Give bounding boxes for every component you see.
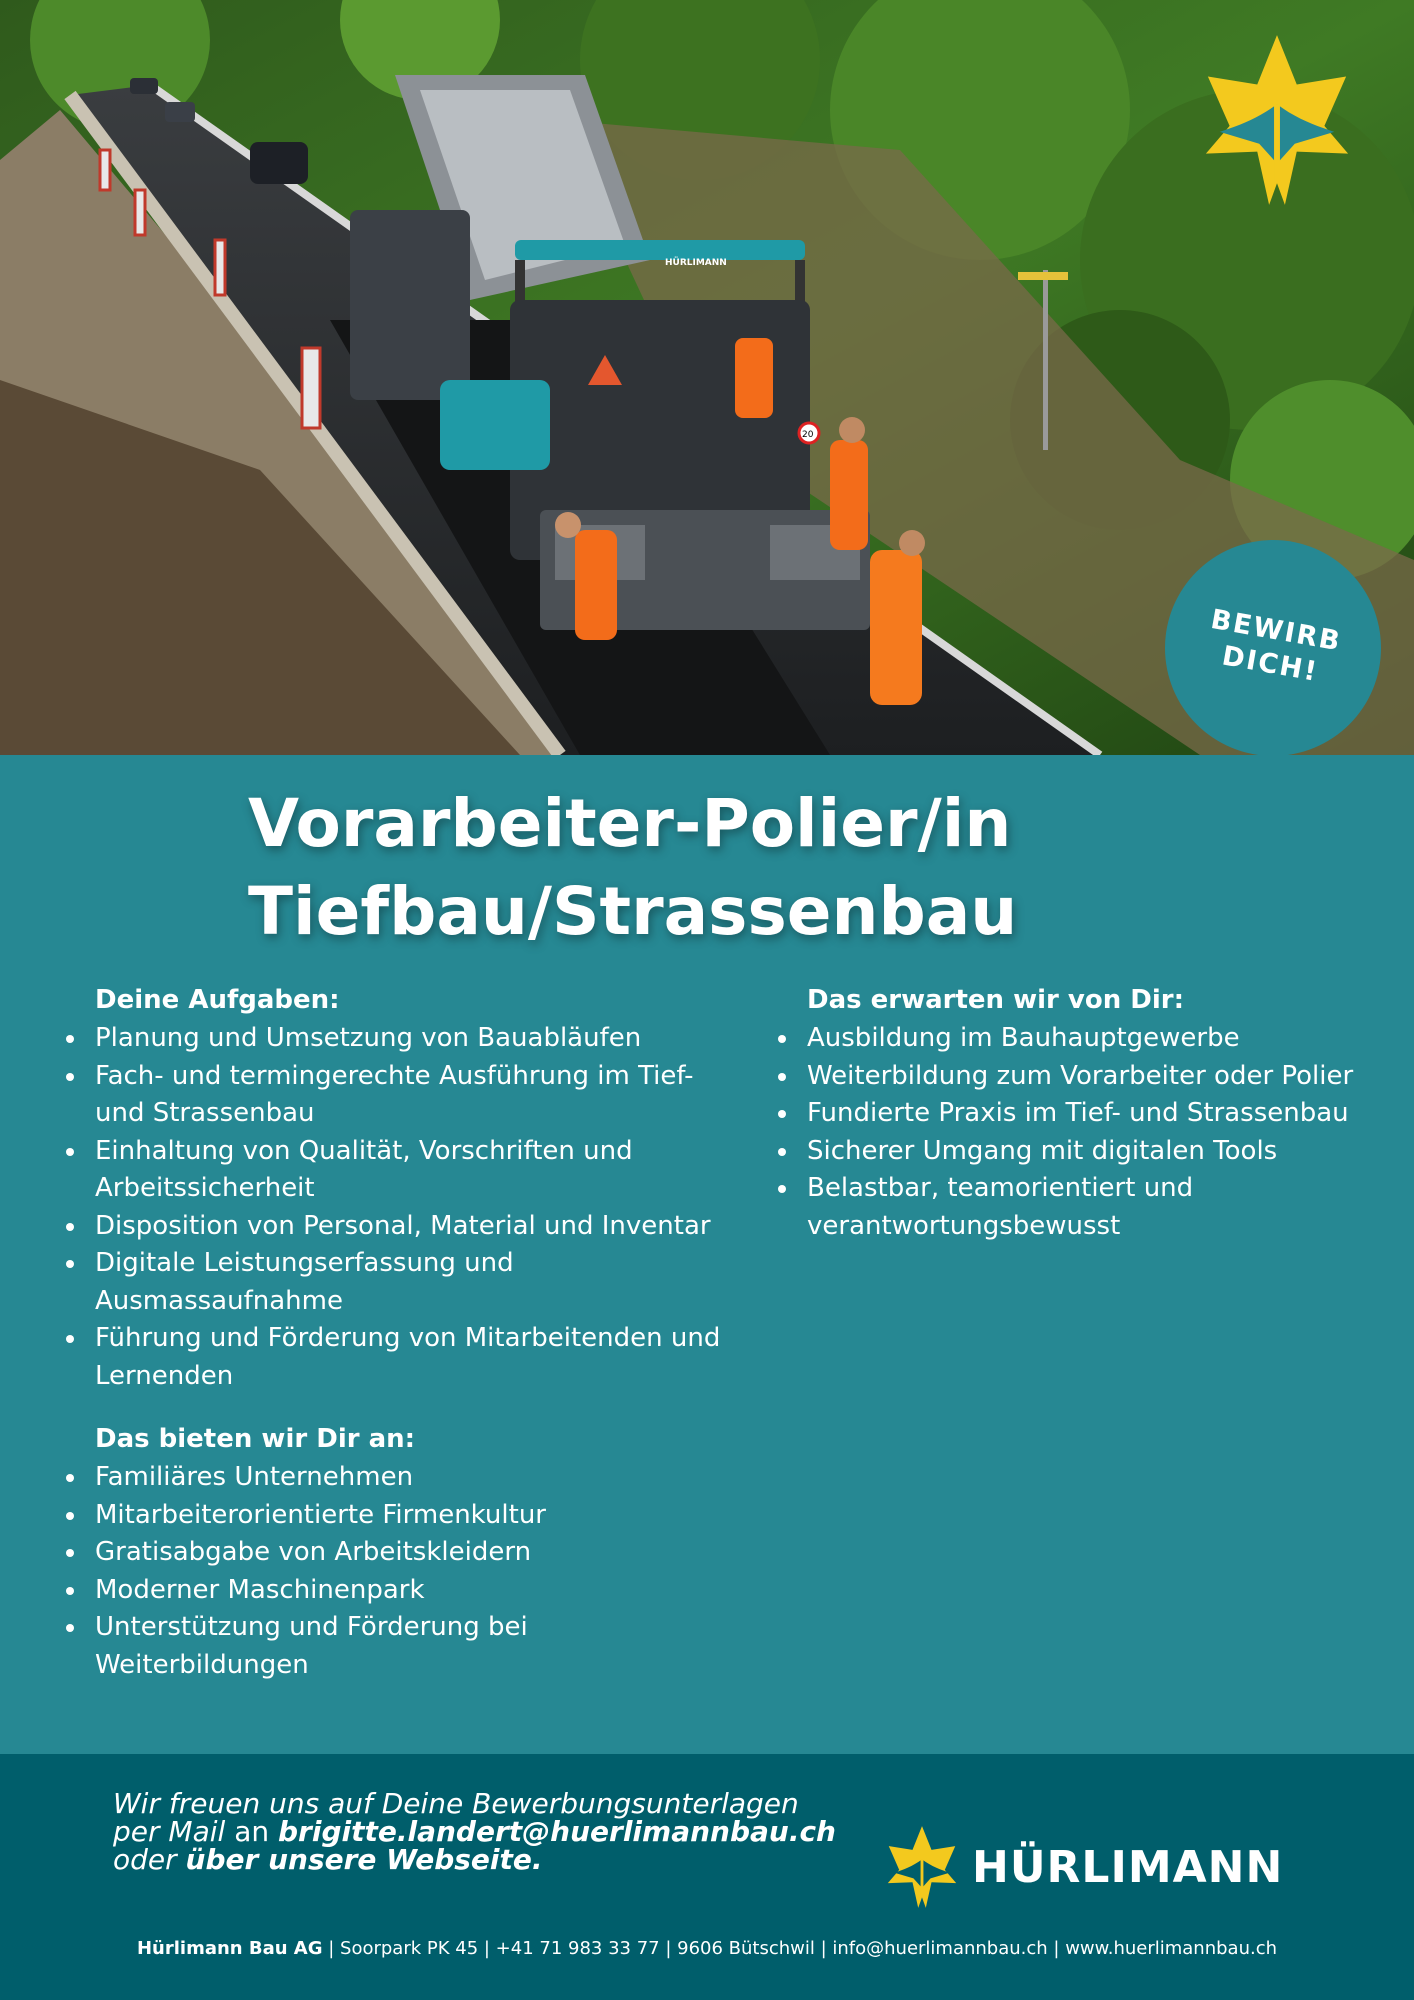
list-item: Mitarbeiterorientierte Firmenkultur (58, 1497, 738, 1535)
cta-oder: oder (113, 1843, 186, 1876)
leaf-icon (884, 1824, 960, 1910)
cta-line-3 (113, 1843, 873, 1876)
offer-list (58, 1459, 738, 1684)
contact-details: | Soorpark PK 45 | +41 71 983 33 77 | 9606 Bütschwil | info@huerlimannbau.ch | www.huerlimannbau.ch (322, 1938, 1278, 1959)
right-column (770, 982, 1400, 1245)
speed-sign-label: 20 (802, 430, 814, 440)
list-item: Fundierte Praxis im Tief- und Strassenbau (770, 1095, 1400, 1133)
list-item: Disposition von Personal, Material und Inventar (58, 1208, 738, 1246)
offer-heading: Das bieten wir Dir an: (95, 1424, 416, 1454)
footer (0, 1754, 1414, 2000)
left-column (58, 982, 738, 1684)
list-item: Belastbar, teamorientiert und verantwortungsbewusst (770, 1170, 1400, 1245)
cta-line-2 (113, 1815, 873, 1848)
list-item: Einhaltung von Qualität, Vorschriften und Arbeitssicherheit (58, 1133, 738, 1208)
footer-brand-logo (884, 1824, 1284, 1910)
tasks-heading: Deine Aufgaben: (95, 985, 340, 1015)
list-item: Digitale Leistungserfassung und Ausmassaufnahme (58, 1245, 738, 1320)
list-item: Planung und Umsetzung von Bauabläufen (58, 1020, 738, 1058)
list-item: Ausbildung im Bauhauptgewerbe (770, 1020, 1400, 1058)
paver-brand-label: HÜRLIMANN (665, 258, 727, 268)
application-email-link[interactable]: brigitte.landert@huerlimannbau.ch (278, 1815, 836, 1848)
list-item: Unterstützung und Förderung bei Weiterbildungen (58, 1609, 738, 1684)
company-name: Hürlimann Bau AG (136, 1938, 323, 1959)
contact-line (0, 1938, 1414, 1959)
application-call-to-action (113, 1787, 873, 1876)
list-item: Gratisabgabe von Arbeitskleidern (58, 1534, 738, 1572)
tasks-list (58, 1020, 738, 1395)
list-item: Weiterbildung zum Vorarbeiter oder Polier (770, 1058, 1400, 1096)
job-title (248, 780, 1148, 956)
list-item: Fach- und termingerechte Ausführung im Tief- und Strassenbau (58, 1058, 738, 1133)
list-item: Führung und Förderung von Mitarbeitenden und Lernenden (58, 1320, 738, 1395)
hurlimann-leaf-logo (1198, 34, 1356, 206)
badge-label: BEWIRB DICH! (1208, 604, 1344, 688)
list-item: Moderner Maschinenpark (58, 1572, 738, 1610)
hero-photo (0, 0, 1414, 755)
job-title-line-1: Vorarbeiter-Polier/in (248, 785, 1012, 862)
expect-heading: Das erwarten wir von Dir: (807, 985, 1185, 1015)
list-item: Sicherer Umgang mit digitalen Tools (770, 1133, 1400, 1171)
cta-an: an (225, 1815, 279, 1848)
job-title-line-2: Tiefbau/Strassenbau (248, 873, 1018, 950)
brand-wordmark: HÜRLIMANN (972, 1842, 1284, 1893)
website-link[interactable]: über unsere Webseite. (185, 1843, 543, 1876)
cta-per-mail: per Mail (113, 1815, 226, 1848)
cta-line-1: Wir freuen uns auf Deine Bewerbungsunterlagen (113, 1787, 799, 1820)
list-item: Familiäres Unternehmen (58, 1459, 738, 1497)
apply-now-badge[interactable] (1165, 540, 1381, 755)
expect-list (770, 1020, 1400, 1245)
